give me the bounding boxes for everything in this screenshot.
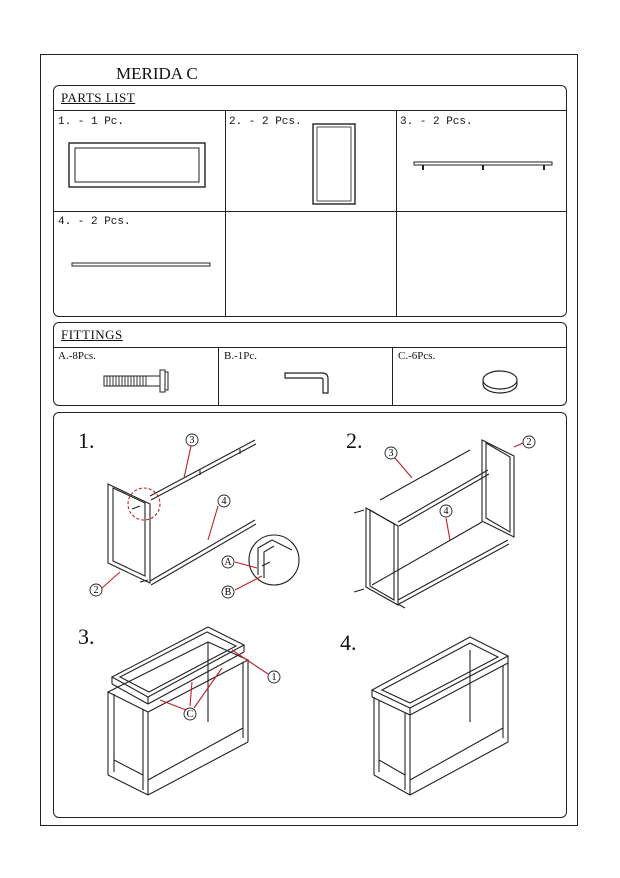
parts-list-heading: PARTS LIST [61, 90, 136, 105]
callout-part-3: 3 [388, 448, 394, 459]
fitting-c-label: C.-6Pcs. [398, 350, 436, 362]
callout-part-4: 4 [443, 506, 449, 517]
callout-part-3: 3 [189, 435, 195, 446]
callout-part-4: 4 [221, 496, 227, 507]
part-2-label: 2. - 2 Pcs. [229, 116, 302, 128]
step-3-number: 3. [78, 624, 95, 649]
fitting-a-label: A.-8Pcs. [58, 350, 96, 362]
fitting-b-label: B.-1Pc. [224, 350, 257, 362]
callout-part-2: 2 [526, 437, 532, 448]
step-1-number: 1. [78, 428, 95, 453]
callout-fitting-b: B [224, 587, 232, 598]
part-3-label: 3. - 2 Pcs. [400, 116, 473, 128]
fittings-heading: FITTINGS [61, 327, 123, 342]
part-4-label: 4. - 2 Pcs. [58, 216, 131, 228]
callout-fitting-c: C [186, 709, 194, 720]
part-1-label: 1. - 1 Pc. [58, 116, 125, 128]
callout-part-2: 2 [93, 585, 99, 596]
step-4-number: 4. [340, 630, 357, 655]
step-2-number: 2. [346, 428, 363, 453]
document-title: MERIDA C [116, 64, 198, 83]
callout-part-1: 1 [271, 672, 277, 683]
callout-fitting-a: A [224, 557, 232, 568]
